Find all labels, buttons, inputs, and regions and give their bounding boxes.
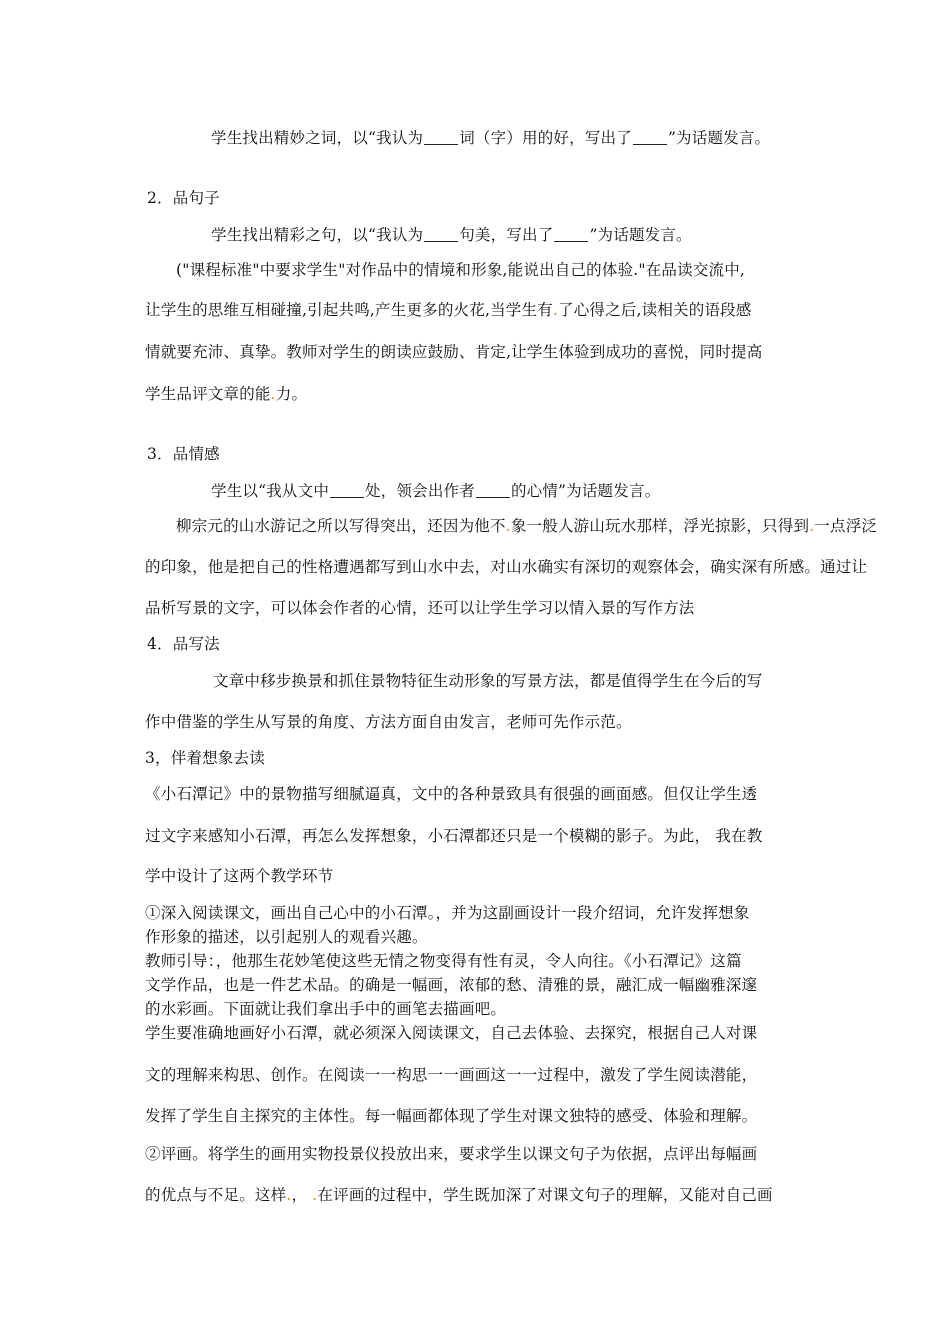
text: 学生以“我从文中 [211, 482, 330, 500]
text: 学生品评文章的能 [145, 385, 271, 403]
text: 力。 [275, 385, 308, 403]
text: 柳宗元的山水游记之所以写得突出，还因为他不 [176, 517, 506, 535]
paragraph-line [176, 516, 877, 536]
paragraph-line: 文的理解来构思、创作。在阅读一一构思一一画画这一一过程中，激发了学生阅读潜能， [145, 1066, 758, 1084]
paragraph-line [211, 481, 660, 501]
section-heading: 3．品情感 [147, 445, 220, 463]
text: 的优点与不足。这样 [145, 1186, 287, 1204]
mark: . [312, 1186, 318, 1204]
text: 处，领会出作者 [365, 482, 475, 500]
paragraph-line [211, 128, 770, 148]
section-heading: 3，伴着想象去读 [145, 749, 265, 767]
paragraph-line: ("课程标准"中要求学生"对作品中的情境和形象,能说出自己的体验."在品读交流中, [176, 261, 746, 279]
text: 象一般人游山玩水那样，浮光掠影，只得到 [510, 517, 810, 535]
text: 词（字）用的好，写出了 [459, 129, 632, 147]
paragraph-line: 学生要准确地画好小石潭，就必须深入阅读课文，自己去体验、去探究，根据自己人对课 [145, 1024, 758, 1042]
paragraph-line: 的优点与不足。这样.， .在评画的过程中，学生既加深了对课文句子的理解，又能对自己画 [145, 1186, 773, 1204]
text: ”为话题发言。 [589, 226, 692, 244]
paragraph-line [145, 384, 307, 404]
mark: . [809, 517, 815, 535]
text: 句美，写出了 [459, 226, 554, 244]
paragraph-line: 发挥了学生自主探究的主体性。每一幅画都体现了学生对课文独特的感受、体验和理解。 [145, 1107, 758, 1125]
paragraph-line: 文章中移步换景和抓住景物特征生动形象的写景方法，都是值得学生在今后的写 [213, 672, 763, 690]
fill-blank [424, 130, 458, 145]
paragraph-line: 作形象的描述，以引起别人的观看兴趣。 [145, 928, 428, 946]
paragraph-line: 学中设计了这两个教学环节 [145, 867, 334, 885]
text: ”为话题发言。 [667, 129, 771, 147]
paragraph-line [211, 225, 692, 245]
text: 让学生的思维互相碰撞,引起共鸣,产生更多的火花,当学生有 [145, 301, 553, 319]
text: 学生找出精彩之句，以“我认为 [211, 226, 424, 244]
paragraph-line: ①深入阅读课文，画出自己心中的小石潭。，并为这副画设计一段介绍词，允许发挥想象 [145, 904, 750, 922]
mark: . [270, 385, 276, 403]
fill-blank [554, 227, 588, 242]
paragraph-line: 教师引导：，他那生花妙笔使这些无情之物变得有性有灵，令人向往。《小石潭记》这篇 [145, 952, 742, 970]
mark: . [286, 1186, 292, 1204]
paragraph-line: 《小石潭记》中的景物描写细腻逼真，文中的各种景致具有很强的画面感。但仅让学生透 [145, 785, 758, 803]
text: 了心得之后,读相关的语段感 [558, 301, 752, 319]
paragraph-line: 情就要充沛、真挚。教师对学生的朗读应鼓励、肯定,让学生体验到成功的喜悦，同时提高 [145, 343, 763, 361]
paragraph-line: 的水彩画。下面就让我们拿出手中的画笔去描画吧。 [145, 1000, 507, 1018]
section-heading: 4．品写法 [147, 635, 220, 653]
paragraph-line: 文学作品，也是一件艺术品。的确是一幅画，浓郁的愁、清雅的景，融汇成一幅幽雅深邃 [145, 976, 758, 994]
paragraph-line [145, 300, 752, 320]
section-heading: 2．品句子 [147, 189, 220, 207]
fill-blank [476, 483, 510, 498]
mark: . [505, 517, 511, 535]
paragraph-line: 过文字来感知小石潭，再怎么发挥想象，小石潭都还只是一个模糊的影子。为此， 我在教 [145, 827, 763, 845]
paragraph-line: 作中借鉴的学生从写景的角度、方法方面自由发言，老师可先作示范。 [145, 713, 632, 731]
text: 在评画的过程中，学生既加深了对课文句子的理解，又能对自己画 [317, 1186, 773, 1204]
paragraph-line: ②评画。将学生的画用实物投景仪投放出来，要求学生以课文句子为依据，点评出每幅画 [145, 1145, 758, 1163]
text: 学生找出精妙之词，以“我认为 [211, 129, 424, 147]
paragraph-line: 的印象，他是把自己的性格遭遇都写到山水中去，对山水确实有深切的观察体会，确实深有所感。通过让 [145, 558, 868, 576]
text: 一点浮泛 [814, 517, 878, 535]
fill-blank [633, 130, 667, 145]
mark: . [552, 301, 559, 319]
paragraph-line: 品析写景的文字，可以体会作者的心情，还可以让学生学习以情入景的写作方法 [145, 599, 695, 617]
text: 的心情”为话题发言。 [510, 482, 661, 500]
fill-blank [330, 483, 364, 498]
fill-blank [424, 227, 458, 242]
